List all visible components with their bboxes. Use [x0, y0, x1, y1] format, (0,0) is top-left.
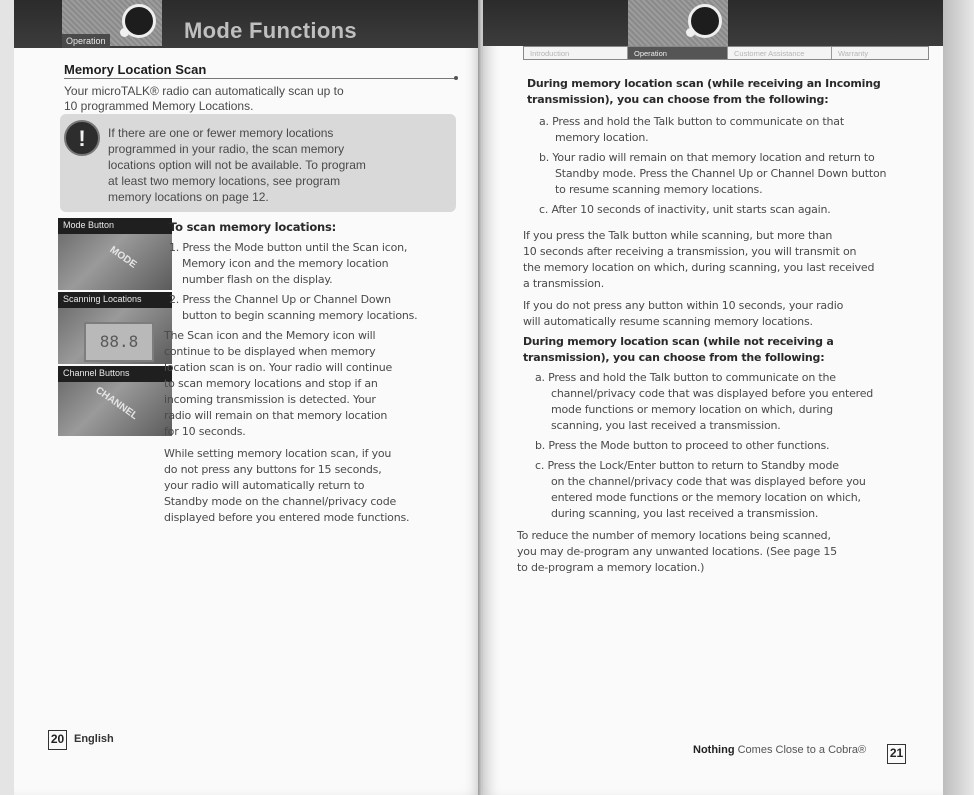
footer-language: English	[74, 733, 114, 745]
paragraph-line: Standby mode on the channel/privacy code	[164, 495, 397, 508]
list-line: a. Press and hold the Talk button to communicate on the	[535, 371, 836, 384]
logo-dot-icon	[120, 28, 129, 37]
step-line: button to begin scanning memory locations.	[182, 309, 418, 322]
operation-tab[interactable]: Operation	[62, 34, 110, 48]
list-line: scanning, you last received a transmission.	[551, 419, 781, 432]
heading-line: During memory location scan (while not receiving a	[523, 335, 834, 348]
right-page	[483, 0, 943, 795]
channel-buttons-image	[58, 382, 172, 436]
list-line: b. Your radio will remain on that memory location and return to	[539, 151, 875, 164]
paragraph-line: to scan memory locations and stop if an	[164, 377, 378, 390]
paragraph-line: While setting memory location scan, if you	[164, 447, 392, 460]
nav-introduction[interactable]: Introduction	[524, 47, 628, 59]
paragraph-line: To reduce the number of memory locations being scanned,	[517, 529, 831, 542]
paragraph-line: to de-program a memory location.)	[517, 561, 705, 574]
slogan-bold: Nothing	[693, 744, 735, 756]
nav-warranty[interactable]: Warranty	[838, 49, 869, 58]
side-label-mode-button: Mode Button	[58, 218, 172, 234]
footer-slogan	[693, 744, 866, 756]
left-page	[14, 0, 480, 795]
paragraph-line: do not press any buttons for 15 seconds,	[164, 463, 382, 476]
paragraph-line: If you press the Talk button while scanning, but more than	[523, 229, 833, 242]
warning-icon: !	[64, 120, 100, 156]
section-title: Memory Location Scan	[64, 62, 207, 77]
note-line: If there are one or fewer memory locations	[108, 126, 334, 140]
paragraph-line: for 10 seconds.	[164, 425, 246, 438]
step-line: 2. Press the Channel Up or Channel Down	[169, 293, 391, 306]
paragraph-line: location scan is on. Your radio will continue	[164, 361, 393, 374]
paragraph-line: The Scan icon and the Memory icon will	[164, 329, 376, 342]
cobra-logo-panel-right	[628, 0, 728, 46]
rule-dot	[454, 76, 458, 80]
paragraph-line: will automatically resume scanning memory locations.	[523, 315, 813, 328]
page-edge	[943, 0, 974, 795]
lcd-display: 88.8	[84, 322, 154, 362]
list-line: during scanning, you last received a transmission.	[551, 507, 819, 520]
sub-heading: To scan memory locations:	[169, 220, 337, 234]
step-line: number flash on the display.	[182, 273, 333, 286]
heading-line: transmission), you can choose from the following:	[527, 93, 829, 106]
step-line: Memory icon and the memory location	[182, 257, 389, 270]
heading-line: During memory location scan (while receiving an Incoming	[527, 77, 881, 90]
list-line: channel/privacy code that was displayed before you entered	[551, 387, 874, 400]
nav-customer-assistance[interactable]: Customer Assistance	[728, 47, 832, 59]
paragraph-line: radio will remain on that memory location	[164, 409, 388, 422]
heading-line: transmission), you can choose from the following:	[523, 351, 825, 364]
list-line: on the channel/privacy code that was displayed before you	[551, 475, 866, 488]
page-number-left: 20	[48, 730, 67, 750]
list-line: c. After 10 seconds of inactivity, unit starts scan again.	[539, 203, 831, 216]
nav-operation[interactable]: Operation	[628, 47, 728, 59]
mode-button-image	[58, 234, 172, 290]
mode-image-text: MODE	[107, 244, 139, 271]
list-line: Standby mode. Press the Channel Up or Channel Down button	[555, 167, 887, 180]
list-line: to resume scanning memory locations.	[555, 183, 763, 196]
paragraph-line: incoming transmission is detected. Your	[164, 393, 376, 406]
channel-image-text: CHANNEL	[93, 384, 140, 423]
note-line: locations option will not be available. To program	[108, 158, 366, 172]
note-line: at least two memory locations, see program	[108, 174, 341, 188]
list-line: memory location.	[555, 131, 649, 144]
side-label-channel: Channel Buttons	[58, 366, 172, 382]
paragraph-line: If you do not press any button within 10 seconds, your radio	[523, 299, 844, 312]
list-line: a. Press and hold the Talk button to communicate on that	[539, 115, 844, 128]
slogan-rest: Comes Close to a Cobra®	[737, 744, 867, 756]
paragraph-line: your radio will automatically return to	[164, 479, 365, 492]
paragraph-line: the memory location on which, during scanning, you last received	[523, 261, 875, 274]
note-line: memory locations on page 12.	[108, 190, 269, 204]
intro-line-1: Your microTALK® radio can automatically scan up to	[64, 84, 344, 98]
paragraph-line: displayed before you entered mode functions.	[164, 511, 410, 524]
step-line: 1. Press the Mode button until the Scan icon,	[169, 241, 408, 254]
list-line: entered mode functions or the memory location on which,	[551, 491, 861, 504]
paragraph-line: continue to be displayed when memory	[164, 345, 376, 358]
page-title: Mode Functions	[184, 18, 357, 43]
title-rule	[64, 78, 456, 79]
list-line: b. Press the Mode button to proceed to other functions.	[535, 439, 830, 452]
page-number-right: 21	[887, 744, 906, 764]
paragraph-line: a transmission.	[523, 277, 605, 290]
paragraph-line: 10 seconds after receiving a transmission, you will transmit on	[523, 245, 857, 258]
intro-line-2: 10 programmed Memory Locations.	[64, 99, 254, 113]
paragraph-line: you may de-program any unwanted locations. (See page 15	[517, 545, 837, 558]
logo-dot-icon-right	[686, 28, 695, 37]
section-nav	[523, 46, 929, 60]
list-line: c. Press the Lock/Enter button to return to Standby mode	[535, 459, 839, 472]
note-line: programmed in your radio, the scan memory	[108, 142, 345, 156]
scanning-display-image	[58, 308, 172, 364]
side-label-scanning: Scanning Locations	[58, 292, 172, 308]
list-line: mode functions or memory location on which, during	[551, 403, 833, 416]
